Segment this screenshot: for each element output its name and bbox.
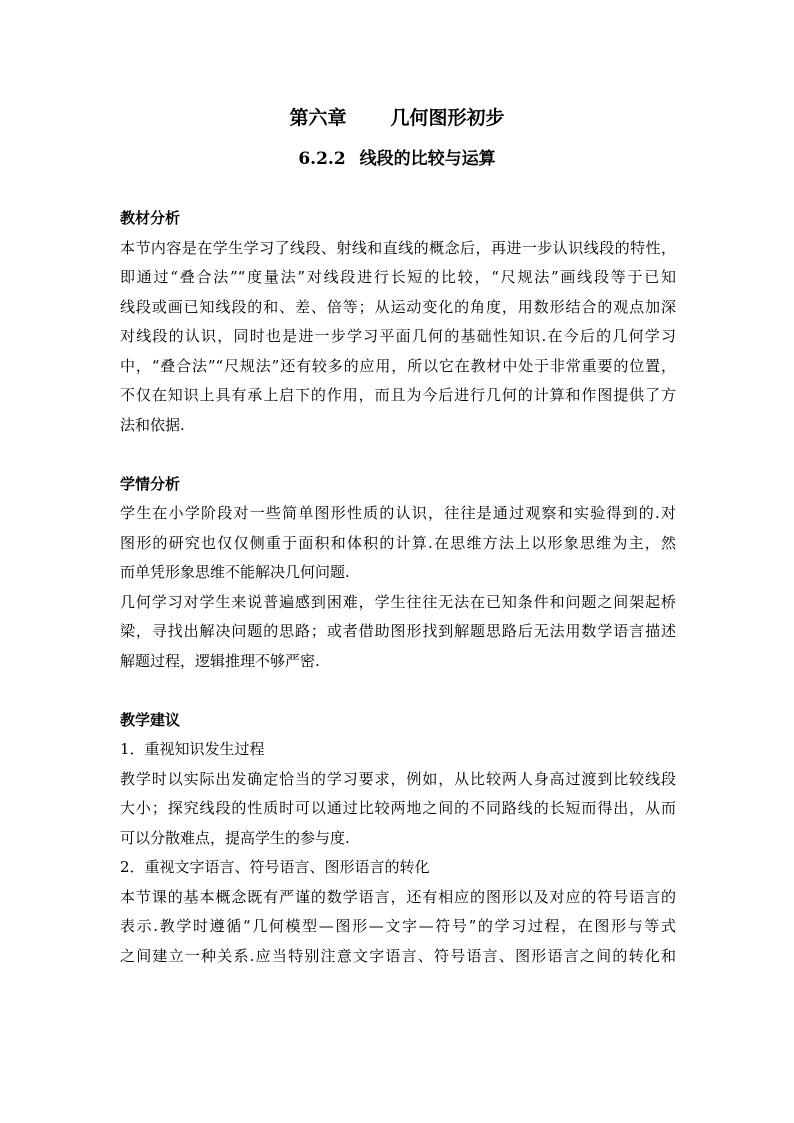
- chapter-number: 第六章: [289, 107, 347, 129]
- paragraph-line: 解题过程，逻辑推理不够严密.: [120, 651, 320, 670]
- section-number: 6.2.2: [298, 149, 346, 169]
- paragraph-line: 对线段的认识，同时也是进一步学习平面几何的基础性知识.在今后的几何学习: [120, 327, 676, 345]
- paragraph-line: 图形的研究也仅仅侧重于面积和体积的计算.在思维方法上以形象思维为主，然: [120, 533, 676, 552]
- paragraph-line: 学生在小学阶段对一些简单图形性质的认识，往往是通过观察和实验得到的.对: [120, 504, 676, 522]
- paragraph-line: 线段或画已知线段的和、差、倍等；从运动变化的角度，用数形结合的观点加深: [120, 297, 676, 316]
- textbook-analysis-heading: 教材分析: [120, 209, 181, 227]
- section-name: 线段的比较与运算: [359, 149, 496, 169]
- student-analysis-heading: 学情分析: [120, 474, 181, 493]
- paragraph-line: 本节内容是在学生学习了线段、射线和直线的概念后，再进一步认识线段的特性，: [120, 238, 676, 257]
- section-title: [0, 146, 794, 172]
- paragraph-line: 即通过“叠合法”“度量法”对线段进行长短的比较，“尺规法”画线段等于已知: [120, 268, 676, 286]
- document-body: [120, 204, 676, 971]
- advice-item-title: 2．重视文字语言、符号语言、图形语言的转化: [120, 858, 430, 876]
- paragraph-line: 之间建立一种关系.应当特别注意文字语言、符号语言、图形语言之间的转化和: [120, 946, 676, 965]
- paragraph-line: 可以分散难点，提高学生的参与度.: [120, 828, 350, 847]
- paragraph-line: 中，“叠合法”“尺规法”还有较多的应用，所以它在教材中处于非常重要的位置，: [120, 356, 676, 375]
- advice-item-title: 1．重视知识发生过程: [120, 740, 265, 758]
- paragraph-line: 几何学习对学生来说普遍感到困难，学生往往无法在已知条件和问题之间架起桥: [120, 592, 676, 611]
- paragraph-line: 表示.教学时遵循“几何模型—图形—文字—符号”的学习过程，在图形与等式: [120, 917, 676, 935]
- section-spacer: [120, 676, 676, 706]
- teaching-advice-section: [120, 706, 676, 972]
- student-analysis-section: [120, 470, 676, 677]
- paragraph-line: 而单凭形象思维不能解决几何问题.: [120, 563, 350, 581]
- paragraph-line: 教学时以实际出发确定恰当的学习要求，例如，从比较两人身高过渡到比较线段: [120, 769, 676, 788]
- paragraph-line: 本节课的基本概念既有严谨的数学语言，还有相应的图形以及对应的符号语言的: [120, 887, 676, 906]
- paragraph-line: 梁，寻找出解决问题的思路；或者借助图形找到解题思路后无法用数学语言描述: [120, 622, 676, 640]
- teaching-advice-heading: 教学建议: [120, 710, 181, 729]
- chapter-title: [0, 104, 794, 132]
- paragraph-line: 不仅在知识上具有承上启下的作用，而且为今后进行几何的计算和作图提供了方: [120, 386, 676, 404]
- chapter-name: 几何图形初步: [390, 107, 505, 129]
- section-spacer: [120, 440, 676, 470]
- paragraph-line: 大小；探究线段的性质时可以通过比较两地之间的不同路线的长短而得出，从而: [120, 799, 676, 817]
- textbook-analysis-section: [120, 204, 676, 440]
- paragraph-line: 法和依据.: [120, 415, 185, 434]
